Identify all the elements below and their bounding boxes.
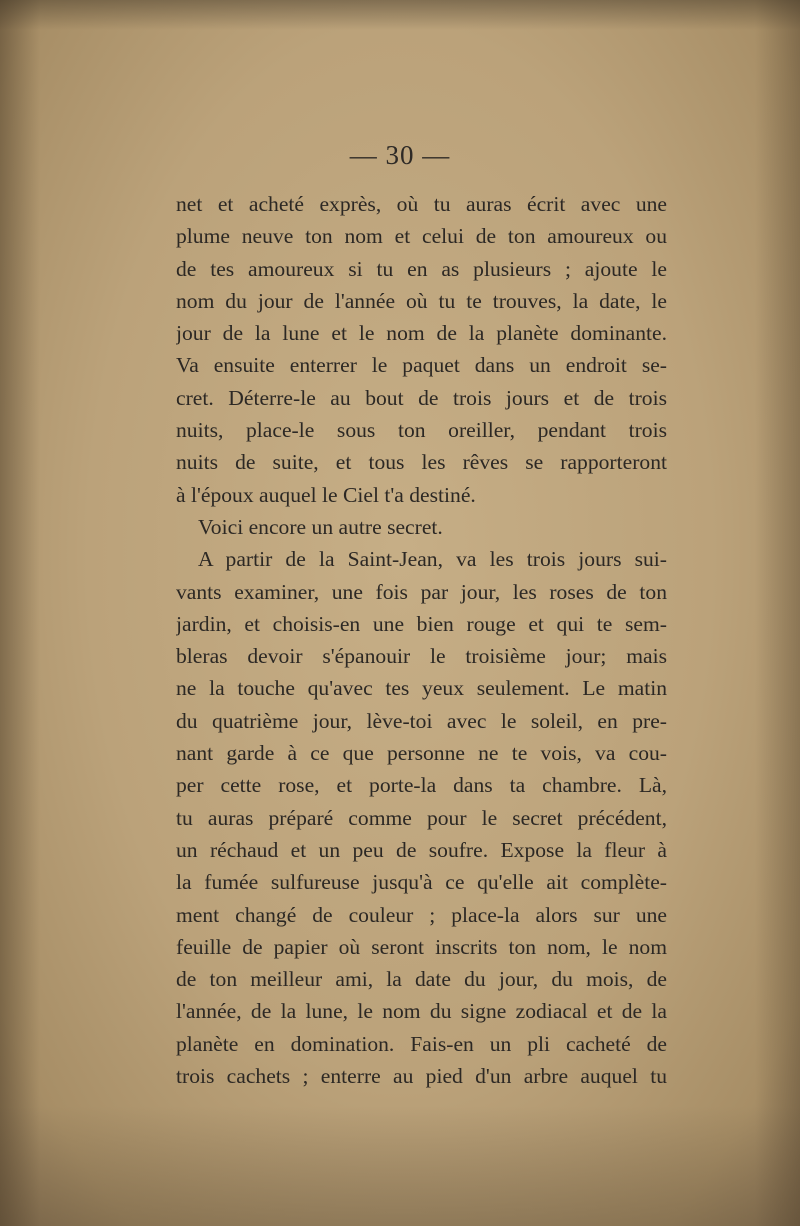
page-edge-shadow-right — [755, 0, 800, 1226]
text-line: trois cachets ; enterre au pied d'un arbre auquel tu — [176, 1064, 667, 1089]
text-line: un réchaud et un peu de soufre. Expose la fleur à — [176, 837, 667, 862]
text-line: nuits de suite, et tous les rêves se rapporteront — [176, 450, 667, 475]
text-line: ment changé de couleur ; place-la alors sur une — [176, 902, 667, 927]
text-line: à l'époux auquel le Ciel t'a destiné. — [176, 482, 476, 507]
text-line: planète en domination. Fais-en un pli cacheté de — [176, 1031, 667, 1056]
text-line: feuille de papier où seront inscrits ton nom, le nom — [176, 934, 667, 959]
text-line: jour de la lune et le nom de la planète dominante. — [176, 321, 667, 346]
page-edge-shadow-left — [0, 0, 40, 1226]
text-line: per cette rose, et porte-la dans ta chambre. Là, — [176, 773, 667, 798]
text-line: de tes amoureux si tu en as plusieurs ; ajoute le — [176, 256, 667, 281]
page-edge-shadow-top — [0, 0, 800, 30]
text-line: nant garde à ce que personne ne te vois, va cou- — [176, 741, 667, 766]
text-line: du quatrième jour, lève-toi avec le soleil, en pre- — [176, 708, 667, 733]
text-line: nom du jour de l'année où tu te trouves, la date, le — [176, 288, 667, 313]
text-line: plume neuve ton nom et celui de ton amoureux ou — [176, 224, 667, 249]
text-line: nuits, place-le sous ton oreiller, pendant trois — [176, 418, 667, 443]
text-line: jardin, et choisis-en une bien rouge et qui te sem- — [176, 611, 667, 636]
text-line: A partir de la Saint-Jean, va les trois jours sui- — [198, 547, 667, 572]
text-line: ne la touche qu'avec tes yeux seulement. Le matin — [176, 676, 667, 701]
text-line: la fumée sulfureuse jusqu'à ce qu'elle ait complète- — [176, 870, 667, 895]
text-line: Voici encore un autre secret. — [198, 514, 443, 539]
page-number: — 30 — — [349, 140, 451, 170]
page-edge-shadow-bottom — [0, 1106, 800, 1226]
text-line: de ton meilleur ami, la date du jour, du mois, de — [176, 967, 667, 992]
body-text — [176, 188, 667, 1092]
text-line: l'année, de la lune, le nom du signe zodiacal et de la — [176, 999, 667, 1024]
text-line: cret. Déterre-le au bout de trois jours et de trois — [176, 385, 667, 410]
text-line: bleras devoir s'épanouir le troisième jour; mais — [176, 644, 667, 669]
text-line: Va ensuite enterrer le paquet dans un endroit se- — [176, 353, 667, 378]
text-line: tu auras préparé comme pour le secret précédent, — [176, 805, 667, 830]
text-line: net et acheté exprès, où tu auras écrit avec une — [176, 192, 667, 216]
text-line: vants examiner, une fois par jour, les roses de ton — [176, 579, 667, 604]
